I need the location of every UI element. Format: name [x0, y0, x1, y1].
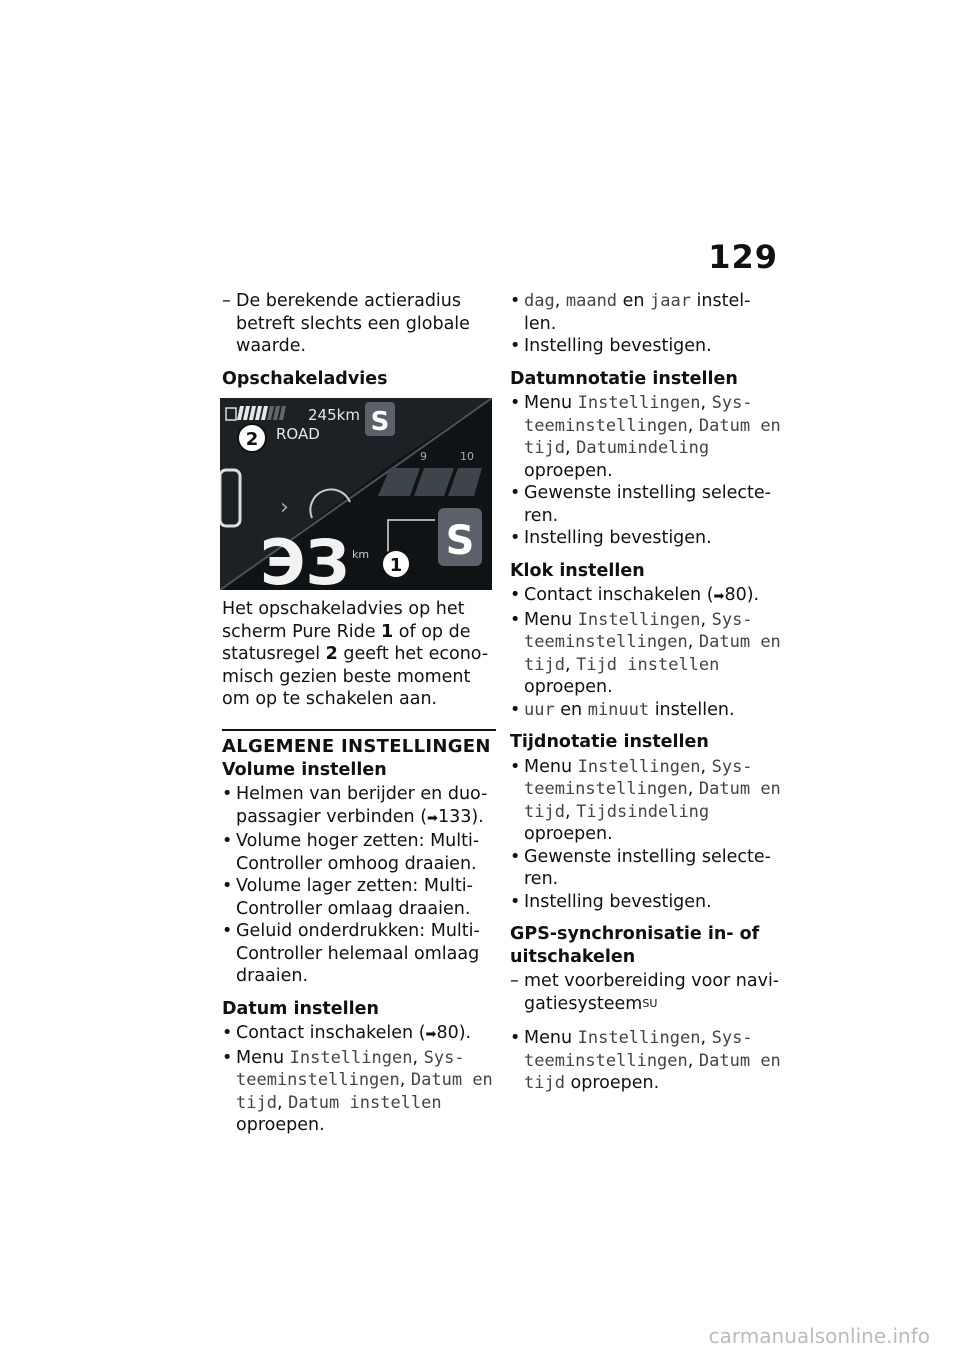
list-item: • Gewenste instelling selecte-ren.: [510, 846, 771, 889]
list-item: • Instelling bevestigen.: [510, 336, 712, 356]
svg-text:2: 2: [245, 429, 259, 450]
list-item: • dag, maand en jaar instel-len.: [510, 291, 751, 334]
list-item: • Helmen van berijder en duo-passagier verbinden (➡133).: [222, 784, 488, 827]
arrow-right-icon: ➡: [427, 810, 438, 826]
page-number: 129: [708, 238, 778, 276]
page-ref[interactable]: 133: [437, 806, 472, 827]
mode-text: ROAD: [276, 425, 320, 443]
volume-heading: Volume instellen: [222, 759, 387, 780]
right-column: [510, 290, 782, 1095]
list-item: • Menu Instellingen, Sys-teeminstellingen, Datum en tijd, Tijdsindeling oproepen.: [510, 756, 781, 844]
shift-advice-body: Het opschakeladvies op het scherm Pure Ride 1 of op de statusregel 2 geeft het econo-misch gezien beste moment om op te schakelen aan.: [222, 599, 489, 709]
arrow-right-icon: ➡: [713, 589, 725, 604]
clock-heading: Klok instellen: [510, 560, 645, 581]
section-title: ALGEMENE INSTELLINGEN: [222, 729, 496, 759]
svg-text:1: 1: [389, 555, 403, 576]
distance-text: 245km: [308, 406, 360, 424]
date-heading: Datum instellen: [222, 998, 379, 1019]
list-item: • Volume hoger zetten: Multi-Controller omhoog draaien.: [222, 831, 480, 874]
arrow-right-icon: ➡: [425, 1027, 437, 1042]
list-item: • Menu Instellingen, Sys-teeminstellingen, Datum en tijd, Tijd instellen oproepen.: [510, 609, 781, 697]
list-item: • Menu Instellingen, Sys-teeminstellingen, Datum en tijd oproepen.: [510, 1028, 781, 1093]
callout-1: [382, 550, 410, 578]
callout-2: [238, 424, 266, 452]
unit-km: km: [352, 548, 370, 561]
svg-text:›: ›: [280, 495, 289, 520]
list-item: • Instelling bevestigen.: [510, 528, 712, 548]
date-format-heading: Datumnotatie instellen: [510, 368, 738, 389]
rev-bars: [378, 468, 482, 496]
left-column: [222, 290, 496, 1137]
su-superscript: SU: [642, 996, 658, 1010]
gear-s-top-icon: [365, 402, 395, 437]
svg-text:ЭЗ: ЭЗ: [260, 526, 350, 590]
time-format-heading: Tijdnotatie instellen: [510, 732, 709, 752]
page-ref[interactable]: 80: [724, 585, 747, 605]
list-item: • Gewenste instelling selecte-ren.: [510, 483, 771, 526]
list-item: • uur en minuut instellen.: [510, 699, 735, 720]
list-item: • Menu Instellingen, Sys-teeminstellingen, Datum en tijd, Datumindeling oproepen.: [510, 393, 781, 481]
scale-10: 10: [460, 450, 474, 463]
intro-dash-item: – De berekende actieradius betreft slechts een globale waarde.: [222, 291, 470, 356]
list-item: • Menu Instellingen, Sys-teeminstellingen, Datum en tijd, Datum instellen oproepen.: [222, 1047, 493, 1135]
list-item: • Contact inschakelen (➡80).: [510, 585, 760, 605]
list-item: • Instelling bevestigen.: [510, 891, 712, 912]
watermark: carmanualsonline.info: [708, 1324, 930, 1348]
svg-text:S: S: [445, 518, 475, 564]
list-item: • Volume lager zetten: Multi-Controller omlaag draaien.: [222, 876, 473, 919]
list-item: • Geluid onderdrukken: Multi-Controller helemaal omlaag draaien.: [222, 921, 480, 986]
list-item: • Contact inschakelen (➡80).: [222, 1023, 472, 1043]
dashboard-figure: [220, 398, 492, 590]
gps-dash-item: – met voorbereiding voor navi-gatiesysteem$^{SU}$: [510, 971, 780, 1014]
scale-9: 9: [420, 450, 427, 463]
svg-text:S: S: [370, 407, 390, 437]
gps-heading: GPS-synchronisatie in- of uitschakelen: [510, 924, 760, 967]
page-ref[interactable]: 80: [436, 1023, 459, 1043]
shift-advice-heading: Opschakeladvies: [222, 368, 388, 389]
gear-s-bottom-icon: [438, 508, 482, 566]
